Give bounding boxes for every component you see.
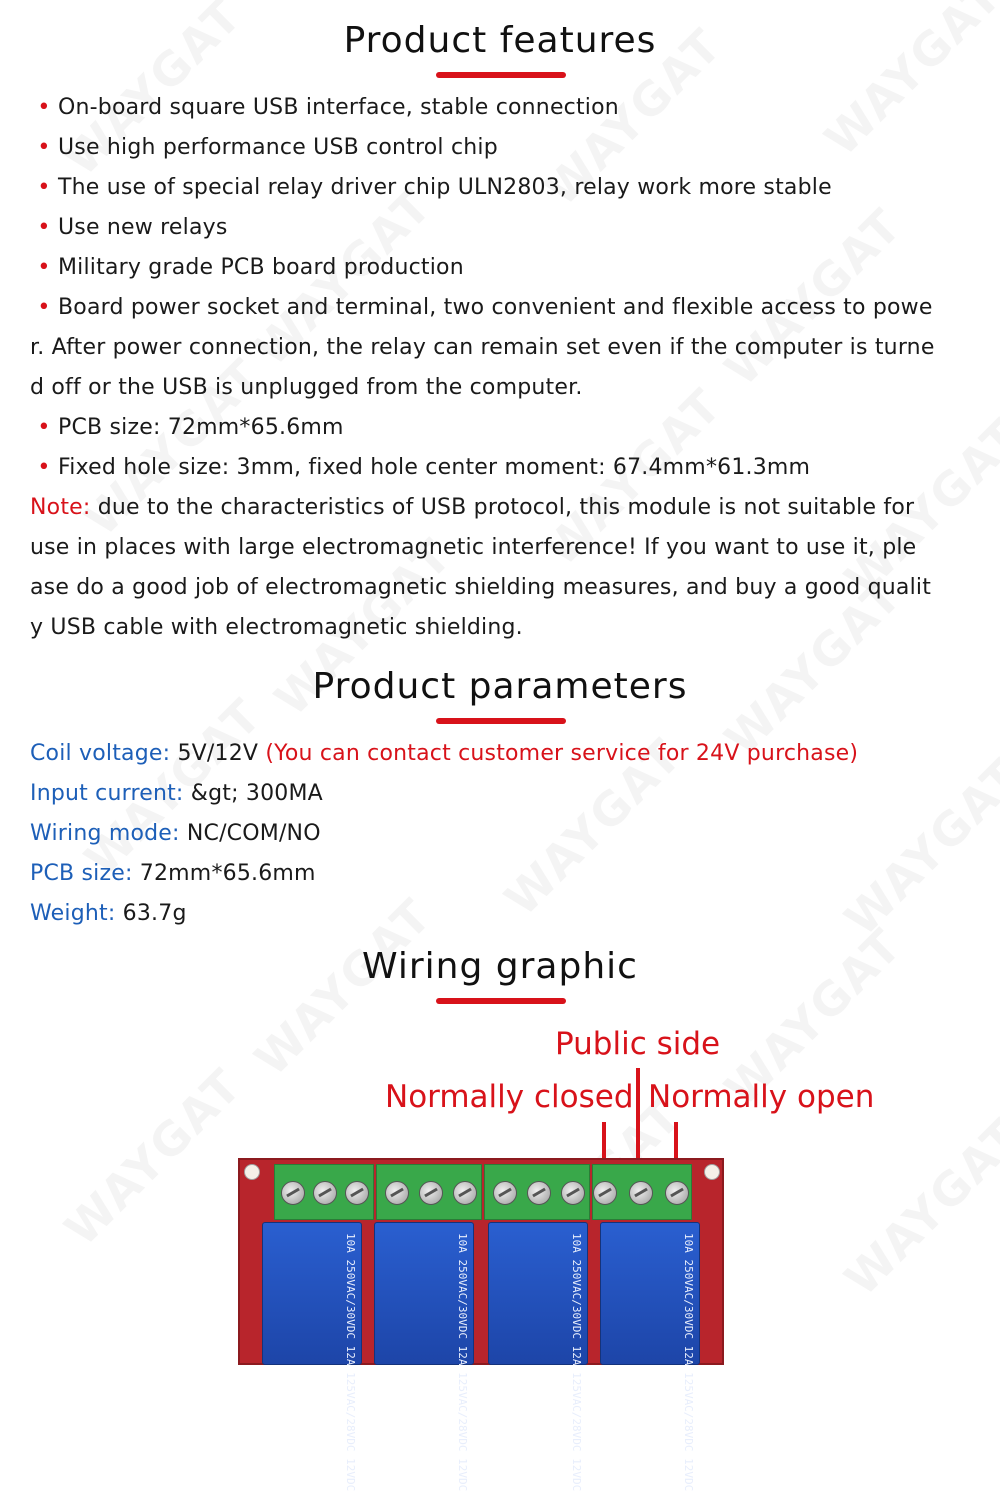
watermark-text [834,1108,1000,1306]
feature-bullet-1 [30,88,980,128]
param-value: 72mm*65.6mm [132,861,316,886]
param-row-input-current [30,774,980,814]
feature-bullet-hole-size [30,448,980,488]
bullet-dot: • [37,215,51,240]
note-line-2: use in places with large electromagnetic interference! If you want to use it, ple [30,535,917,560]
feature-bullet-4 [30,208,980,248]
feature-text: Use high performance USB control chip [58,135,498,160]
param-value: NC/COM/NO [179,821,321,846]
feature-text: Board power socket and terminal, two convenient and flexible access to powe [58,295,933,320]
feature-bullet-3 [30,168,980,208]
feature-text: Fixed hole size: 3mm, fixed hole center moment: 67.4mm*61.3mm [58,455,811,480]
relay-2 [374,1222,474,1491]
feature-bullet-power [30,288,980,328]
screw-terminal [313,1181,337,1205]
note-label: Note: [30,495,91,520]
param-value: 5V/12V [170,741,259,766]
feature-text: The use of special relay driver chip ULN2803, relay work more stable [58,175,832,200]
param-row-pcb-size [30,854,980,894]
feature-text: On-board square USB interface, stable connection [58,95,619,120]
mounting-hole [704,1164,720,1180]
screw-terminal [561,1181,585,1205]
param-label: PCB size: [30,861,133,886]
param-row-weight [30,894,980,934]
feature-text: Military grade PCB board production [58,255,464,280]
param-row-coil-voltage [30,734,980,774]
screw-terminal [345,1181,369,1205]
bullet-dot: • [37,95,51,120]
parameters-title-underline [436,718,566,724]
param-label: Weight: [30,901,116,926]
features-title: Product features [343,20,657,61]
screw-terminal [665,1181,689,1205]
watermark-text [54,1058,252,1256]
bullet-dot: • [37,295,51,320]
note-line-3: ase do a good job of electromagnetic shielding measures, and buy a good qualit [30,575,932,600]
relay-1 [262,1222,362,1491]
screw-terminal [593,1181,617,1205]
note-line-1 [30,488,980,528]
bullet-dot: • [37,135,51,160]
parameters-title: Product parameters [312,666,688,707]
bullet-dot: • [37,175,51,200]
feature-power-line-3: d off or the USB is unplugged from the computer. [30,375,583,400]
terminal-block-4 [592,1164,692,1220]
screw-terminal [281,1181,305,1205]
normally-open-label: Normally open [648,1079,875,1115]
normally-closed-label: Normally closed [385,1079,634,1115]
param-label: Input current: [30,781,184,806]
feature-text: PCB size: 72mm*65.6mm [58,415,344,440]
param-value: 63.7g [115,901,187,926]
public-side-label: Public side [555,1026,721,1062]
feature-bullet-2 [30,128,980,168]
feature-bullet-5 [30,248,980,288]
mounting-hole [244,1164,260,1180]
relay-3 [488,1222,588,1491]
terminal-block-2 [376,1164,482,1220]
features-title-underline [436,72,566,78]
param-label: Coil voltage: [30,741,171,766]
note-text: due to the characteristics of USB protocol, this module is not suitable for [90,495,915,520]
relay-label: 10A 250VAC/30VDC 12A 125VAC/28VDC 12VDC [682,1233,695,1491]
relay-4 [600,1222,700,1491]
feature-text: Use new relays [58,215,228,240]
param-row-wiring-mode [30,814,980,854]
terminal-block-3 [484,1164,590,1220]
relay-label: 10A 250VAC/30VDC 12A 125VAC/28VDC 12VDC [344,1233,357,1491]
feature-power-line-2: r. After power connection, the relay can remain set even if the computer is turne [30,335,935,360]
bullet-dot: • [37,455,51,480]
bullet-dot: • [37,255,51,280]
param-label: Wiring mode: [30,821,180,846]
screw-terminal [629,1181,653,1205]
note-line-4: y USB cable with electromagnetic shielding. [30,615,523,640]
screw-terminal [527,1181,551,1205]
screw-terminal [453,1181,477,1205]
screw-terminal [419,1181,443,1205]
bullet-dot: • [37,415,51,440]
terminal-block-1 [274,1164,374,1220]
relay-label: 10A 250VAC/30VDC 12A 125VAC/28VDC 12VDC [570,1233,583,1491]
feature-bullet-pcb-size [30,408,980,448]
relay-label: 10A 250VAC/30VDC 12A 125VAC/28VDC 12VDC [456,1233,469,1491]
screw-terminal [385,1181,409,1205]
screw-terminal [493,1181,517,1205]
param-extra: (You can contact customer service for 24V purchase) [258,741,859,766]
wiring-title: Wiring graphic [362,946,638,987]
param-value: &gt; 300MA [183,781,323,806]
wiring-title-underline [436,998,566,1004]
